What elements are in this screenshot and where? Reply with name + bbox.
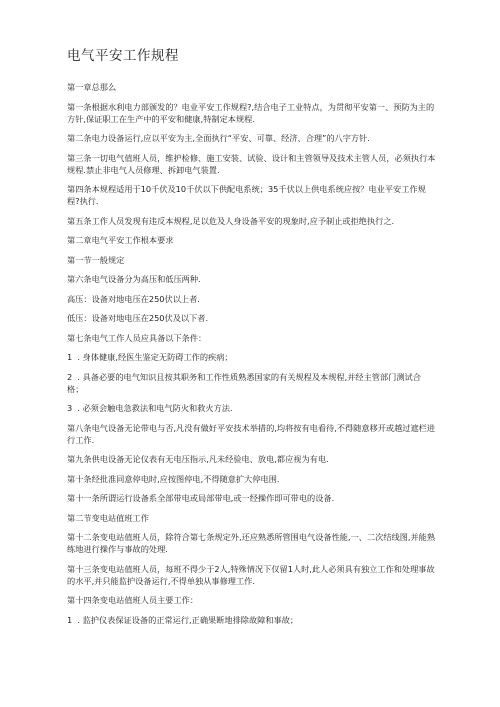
paragraph: 高压：设备对地电压在250伏以上者. — [67, 293, 200, 304]
paragraph: 第十三条变电站值班人员，每班不得少于2人,特殊情况下仅留1人时,此人必须具有独立工作和处理事故的水平,并只能监护设备运行,不得单独从事修理工作. — [67, 563, 435, 586]
paragraph: 第八条电气设备无论带电与否,凡没有做好平安技术举措的,均将按有电看待,不得随意移开或越过遮栏进行工作. — [67, 422, 436, 445]
list-item: 1 . 监护仪表保证设备的正常运行,正确果断地排除故障和事故； — [67, 614, 299, 625]
chapter-heading: 第一章总那么 — [67, 82, 117, 92]
paragraph: 第四条本规程适用于10千伏及10千伏以下供配电系统；35千伏以上供电系统应按？电业平安工作规程?执行. — [67, 184, 426, 206]
list-item: 2 . 具备必要的电气知识且按其职务和工作性质熟悉国家的有关规程及本规程,并经主管部门测试合格； — [67, 371, 421, 394]
list-item: 1 . 身体健康,经医生鉴定无防碍工作的疾病； — [67, 352, 233, 362]
chapter-heading: 第二章电气平安工作根本要求 — [67, 235, 174, 245]
paragraph: 第三条一切电气值班人员，维护检修、施工安装、试验、设计和主管领导及技术主管人员，必须执行本规程.禁止非电气人员修理、拆卸电气装置. — [67, 152, 436, 175]
section-heading: 第二节变电站值班工作 — [67, 512, 149, 523]
paragraph: 第六条电气设备分为高压和低压两种. — [67, 274, 201, 284]
document-title: 电气平安工作规程 — [67, 48, 179, 64]
paragraph: 第十条经批准同意停电时,应按图停电,不得随意扩大停电围. — [67, 473, 280, 484]
paragraph: 第十二条变电站值班人员，除符合第七条规定外,还应熟悉所管围电气设备性能,一、二次结线图,并能熟练地进行操作与事故的处理. — [67, 532, 436, 554]
list-item: 3 . 必须会触电急救法和电气防火和救火方法. — [67, 403, 233, 413]
paragraph: 第五条工作人员发现有违反本规程,足以危及人身设备平安的现象时,应予制止或拒绝执行之. — [67, 215, 395, 226]
paragraph: 第十一条所谓运行设备系全部带电或局部带电,或一经操作即可带电的设备. — [67, 493, 335, 503]
paragraph: 第一条根据水利电力部颁发的？电业平安工作规程?,结合电子工业特点，为贯彻平安第一、预防为主的方针,保证职工在生产中的平安和健康,特制定本规程. — [67, 101, 435, 124]
paragraph: 第二条电力设备运行,应以平安为主,全面执行“平安、可靠、经济、合理”的八字方针. — [67, 133, 370, 143]
paragraph: 第十四条变电站值班人员主要工作： — [67, 595, 199, 605]
paragraph: 低压：设备对地电压在250伏及以下者. — [67, 313, 209, 323]
paragraph: 第七条电气工作人员应具备以下条件： — [67, 332, 207, 343]
paragraph: 第九条供电设备无论仪表有无电压指示,凡未经验电、放电,都应视为有电. — [67, 454, 329, 464]
document-body — [67, 81, 437, 633]
section-heading: 第一节一般规定 — [67, 254, 125, 265]
